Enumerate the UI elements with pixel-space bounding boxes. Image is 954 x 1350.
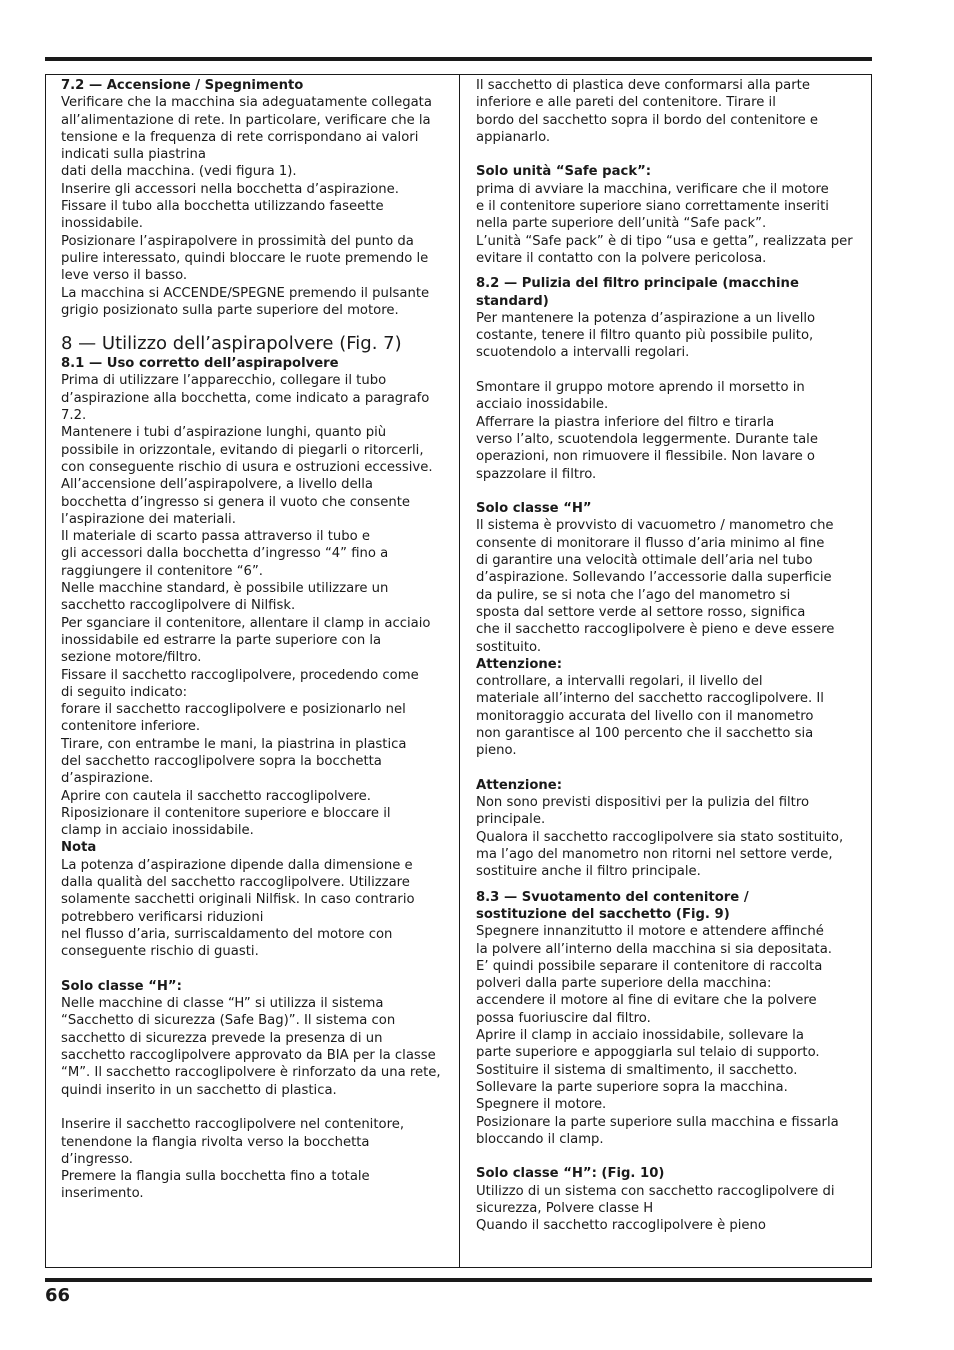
text-line: d’ingresso. bbox=[61, 1151, 133, 1167]
text-line: Prima di utilizzare l’apparecchio, collegare il tubo bbox=[61, 373, 387, 389]
text-line: del sacchetto raccoglipolvere sopra la bocchetta bbox=[61, 753, 382, 769]
text-line: sacchetto raccoglipolvere approvato da BIA per la classe bbox=[61, 1048, 436, 1064]
text-line: sicurezza, Polvere classe H bbox=[476, 1201, 654, 1216]
section-8-1-title: 8.1 — Uso corretto dell’aspirapolvere bbox=[61, 356, 339, 372]
text-line: scuotendolo a intervalli regolari. bbox=[476, 345, 690, 361]
text-line: Per sganciare il contenitore, allentare il clamp in acciaio bbox=[61, 615, 431, 631]
text-line: clamp in acciaio inossidabile. bbox=[61, 823, 254, 839]
nota-label: Nota bbox=[61, 840, 97, 856]
bottom-rule bbox=[45, 1278, 872, 1282]
text-line: potrebbero verificarsi riduzioni bbox=[61, 909, 264, 925]
text-line: non garantisce al 100 percento che il sacchetto sia bbox=[476, 725, 814, 741]
text-line: bloccando il clamp. bbox=[476, 1131, 604, 1147]
text-line: Riposizionare il contenitore superiore e bloccare il bbox=[61, 805, 391, 821]
text-line: bocchetta d’ingresso si genera il vuoto che consente bbox=[61, 494, 411, 510]
attenzione-body-1 bbox=[476, 673, 870, 759]
text-line: raggiungere il contenitore “6”. bbox=[61, 563, 263, 579]
text-line: “Sacchetto di sicurezza (Safe Bag)”. Il sistema con bbox=[61, 1013, 396, 1029]
text-line: 7.2. bbox=[61, 408, 87, 424]
text-line: e il contenitore superiore siano correttamente inseriti bbox=[476, 199, 829, 215]
text-line: materiale all’interno del sacchetto raccoglipolvere. Il bbox=[476, 691, 824, 707]
text-line: di seguito indicato: bbox=[61, 684, 188, 700]
text-line: monitoraggio accurata del livello con il manometro bbox=[476, 708, 814, 724]
text-line: Aprire con cautela il sacchetto raccoglipolvere. bbox=[61, 788, 371, 804]
text-line: bordo del sacchetto sopra il bordo del contenitore e bbox=[476, 112, 819, 128]
text-line: Il sacchetto di plastica deve conformarsi alla parte bbox=[476, 78, 810, 93]
text-line: grigio posizionato sulla parte superiore del motore. bbox=[61, 302, 399, 318]
text-line: d’aspirazione. bbox=[61, 771, 154, 787]
fig-10-label: Solo classe “H”: (Fig. 10) bbox=[476, 1166, 665, 1182]
text-line: sacchetto di sicurezza prevede la presenza di un bbox=[61, 1030, 383, 1046]
text-line: Il materiale di scarto passa attraverso il tubo e bbox=[61, 529, 371, 545]
safe-pack-body bbox=[476, 181, 870, 267]
text-line: possa fuoriuscire dal filtro. bbox=[476, 1010, 651, 1026]
text-line: conseguente rischio di guasti. bbox=[61, 944, 259, 960]
text-line: spazzolare il filtro. bbox=[476, 466, 597, 482]
text-line: tenendone la flangia rivolta verso la bocchetta bbox=[61, 1134, 370, 1150]
solo-classe-h-body-right bbox=[476, 517, 870, 655]
text-line: sacchetto raccoglipolvere di Nilfisk. bbox=[61, 598, 296, 614]
text-line: La potenza d’aspirazione dipende dalla dimensione e bbox=[61, 857, 413, 873]
text-line: 8.2 — Pulizia del filtro principale (macchine bbox=[476, 276, 799, 292]
text-line: acciaio inossidabile. bbox=[476, 397, 609, 413]
nota-body bbox=[61, 857, 457, 961]
page-number: 66 bbox=[45, 1285, 71, 1306]
section-8-title: 8 — Utilizzo dell’aspirapolvere (Fig. 7) bbox=[61, 333, 402, 355]
text-line: sostituire anche il filtro principale. bbox=[476, 864, 701, 880]
section-8-2-body-a bbox=[476, 310, 870, 362]
text-line: costante, tenere il filtro quanto più possibile pulito, bbox=[476, 328, 814, 344]
text-line: Sollevare la parte superiore sopra la macchina. bbox=[476, 1079, 788, 1095]
text-line: nella parte superiore dell’unità “Safe pack”. bbox=[476, 216, 767, 232]
section-8-3-title bbox=[476, 889, 870, 924]
text-line: solamente sacchetti originali Nilfisk. In caso contrario bbox=[61, 892, 415, 908]
text-line: polveri dalla parte superiore della macchina: bbox=[476, 976, 772, 992]
text-line: nel flusso d’aria, surriscaldamento del motore con bbox=[61, 926, 393, 942]
text-line: controllare, a intervalli regolari, il livello del bbox=[476, 674, 763, 690]
text-line: pieno. bbox=[476, 743, 517, 759]
text-line: evitare il contatto con la polvere pericolosa. bbox=[476, 250, 767, 266]
text-line: inossidabile ed estrarre la parte superiore con la bbox=[61, 632, 382, 648]
solo-classe-h-body bbox=[61, 995, 457, 1099]
text-line: sostituito. bbox=[476, 639, 542, 655]
solo-classe-h-label: Solo classe “H”: bbox=[61, 978, 182, 994]
text-line: Per mantenere la potenza d’aspirazione a un livello bbox=[476, 310, 816, 326]
text-line: verso l’alto, scuotendola leggermente. Durante tale bbox=[476, 431, 818, 447]
right-column bbox=[476, 77, 870, 1235]
text-line: forare il sacchetto raccoglipolvere e posizionarlo nel bbox=[61, 702, 406, 718]
column-divider bbox=[459, 74, 460, 1267]
text-line: parte superiore e appoggiarla sul telaio di supporto. bbox=[476, 1045, 820, 1061]
text-line: prima di avviare la macchina, verificare che il motore bbox=[476, 181, 829, 197]
text-line: Non sono previsti dispositivi per la pulizia del filtro bbox=[476, 795, 810, 811]
text-line: Tirare, con entrambe le mani, la piastrina in plastica bbox=[61, 736, 407, 752]
text-line: inferiore e alle pareti del contenitore. Tirare il bbox=[476, 95, 776, 111]
text-line: d’aspirazione. Sollevando l’accessorie dalla superficie bbox=[476, 570, 832, 586]
text-line: ma l’ago del manometro non ritorni nel settore verde, bbox=[476, 847, 833, 863]
text-line: Utilizzo di un sistema con sacchetto raccoglipolvere di bbox=[476, 1183, 835, 1199]
text-line: Verificare che la macchina sia adeguatamente collegata bbox=[61, 95, 432, 111]
fig-10-body bbox=[476, 1183, 870, 1235]
attenzione-label-1: Attenzione: bbox=[476, 656, 563, 672]
text-line: Posizionare l’aspirapolvere in prossimità del punto da bbox=[61, 233, 414, 249]
text-line: Inserire gli accessori nella bocchetta d’aspirazione. bbox=[61, 181, 399, 197]
section-8-3-body bbox=[476, 923, 870, 1148]
plastic-bag-intro bbox=[476, 77, 870, 146]
section-8-1-body bbox=[61, 372, 457, 839]
text-line: Premere la flangia sulla bocchetta fino a totale bbox=[61, 1169, 370, 1185]
text-line: Smontare il gruppo motore aprendo il morsetto in bbox=[476, 380, 805, 396]
text-line: l’aspirazione dei materiali. bbox=[61, 511, 236, 527]
text-line: standard) bbox=[476, 293, 549, 309]
text-line: Aprire il clamp in acciaio inossidabile, sollevare la bbox=[476, 1028, 804, 1044]
text-line: inserimento. bbox=[61, 1186, 144, 1202]
text-line: la polvere all’interno della macchina si sia depositata. bbox=[476, 941, 832, 957]
text-line: tensione e la frequenza di rete corrispondano ai valori bbox=[61, 129, 419, 145]
text-line: Afferrare la piastra inferiore del filtro e tirarla bbox=[476, 414, 775, 430]
text-line: Qualora il sacchetto raccoglipolvere sia stato sostituito, bbox=[476, 829, 844, 845]
text-line: E’ quindi possibile separare il contenitore di raccolta bbox=[476, 958, 823, 974]
text-line: sostituzione del sacchetto (Fig. 9) bbox=[476, 906, 730, 922]
text-line: contenitore inferiore. bbox=[61, 719, 201, 735]
text-line: All’accensione dell’aspirapolvere, a livello della bbox=[61, 477, 374, 493]
section-8-2-body-b bbox=[476, 379, 870, 483]
section-8-2-title bbox=[476, 275, 870, 310]
text-line: dati della macchina. (vedi figura 1). bbox=[61, 164, 297, 180]
text-line: Fissare il sacchetto raccoglipolvere, procedendo come bbox=[61, 667, 419, 683]
text-line: Il sistema è provvisto di vacuometro / manometro che bbox=[476, 518, 834, 534]
top-rule bbox=[45, 57, 872, 61]
text-line: 8.3 — Svuotamento del contenitore / bbox=[476, 889, 749, 905]
text-line: operazioni, non rimuovere il flessibile. Non lavare o bbox=[476, 449, 815, 465]
insert-bag-body bbox=[61, 1116, 457, 1202]
text-line: all’alimentazione di rete. In particolare, verificare che la bbox=[61, 112, 431, 128]
safe-pack-label: Solo unità “Safe pack”: bbox=[476, 164, 652, 180]
attenzione-label-2: Attenzione: bbox=[476, 777, 563, 793]
text-line: accendere il motore al fine di evitare che la polvere bbox=[476, 993, 817, 1009]
text-line: “M”. Il sacchetto raccoglipolvere è rinforzato da una rete, bbox=[61, 1065, 441, 1081]
text-line: da pulire, se si nota che l’ago del manometro si bbox=[476, 587, 791, 603]
text-line: d’aspirazione alla bocchetta, come indicato a paragrafo bbox=[61, 390, 430, 406]
text-line: appianarlo. bbox=[476, 129, 551, 145]
text-line: quindi inserito in un sacchetto di plastica. bbox=[61, 1082, 337, 1098]
text-line: Nelle macchine di classe “H” si utilizza il sistema bbox=[61, 996, 384, 1012]
text-line: possibile in orizzontale, evitando di piegarli o ritorcerli, bbox=[61, 442, 424, 458]
solo-classe-h-label-right: Solo classe “H” bbox=[476, 501, 592, 517]
section-7-2-title: 7.2 — Accensione / Spegnimento bbox=[61, 78, 304, 93]
text-line: pulire interessato, quindi bloccare le ruote premendo le bbox=[61, 250, 429, 266]
text-line: consente di monitorare il flusso d’aria minimo al fine bbox=[476, 535, 825, 551]
text-line: Spegnere innanzitutto il motore e attendere affinché bbox=[476, 924, 824, 940]
attenzione-body-2 bbox=[476, 794, 870, 880]
text-line: Nelle macchine standard, è possibile utilizzare un bbox=[61, 581, 389, 597]
text-line: di garantire una velocità ottimale dell’aria nel tubo bbox=[476, 553, 813, 569]
text-line: Quando il sacchetto raccoglipolvere è pieno bbox=[476, 1218, 766, 1234]
text-line: Mantenere i tubi d’aspirazione lunghi, quanto più bbox=[61, 425, 387, 441]
left-column bbox=[61, 77, 457, 1203]
section-7-2-body bbox=[61, 94, 457, 319]
text-line: dalla qualità del sacchetto raccoglipolvere. Utilizzare bbox=[61, 875, 410, 891]
text-line: Posizionare la parte superiore sulla macchina e fissarla bbox=[476, 1114, 839, 1130]
text-line: La macchina si ACCENDE/SPEGNE premendo il pulsante bbox=[61, 285, 430, 301]
text-line: L’unità “Safe pack” è di tipo “usa e getta”, realizzata per bbox=[476, 233, 853, 249]
text-line: Inserire il sacchetto raccoglipolvere nel contenitore, bbox=[61, 1117, 405, 1133]
text-line: sezione motore/filtro. bbox=[61, 650, 202, 666]
text-line: principale. bbox=[476, 812, 546, 828]
text-line: leve verso il basso. bbox=[61, 268, 188, 284]
text-line: inossidabile. bbox=[61, 216, 143, 232]
text-line: che il sacchetto raccoglipolvere è pieno e deve essere bbox=[476, 622, 835, 638]
text-line: Sostituire il sistema di smaltimento, il sacchetto. bbox=[476, 1062, 798, 1078]
text-line: sposta dal settore verde al settore rosso, significa bbox=[476, 604, 806, 620]
text-line: Fissare il tubo alla bocchetta utilizzando faseette bbox=[61, 199, 384, 215]
text-line: gli accessori dalla bocchetta d’ingresso “4” fino a bbox=[61, 546, 389, 562]
text-line: indicati sulla piastrina bbox=[61, 147, 206, 163]
text-line: Spegnere il motore. bbox=[476, 1097, 607, 1113]
text-line: con conseguente rischio di usura e ostruzioni eccessive. bbox=[61, 459, 433, 475]
